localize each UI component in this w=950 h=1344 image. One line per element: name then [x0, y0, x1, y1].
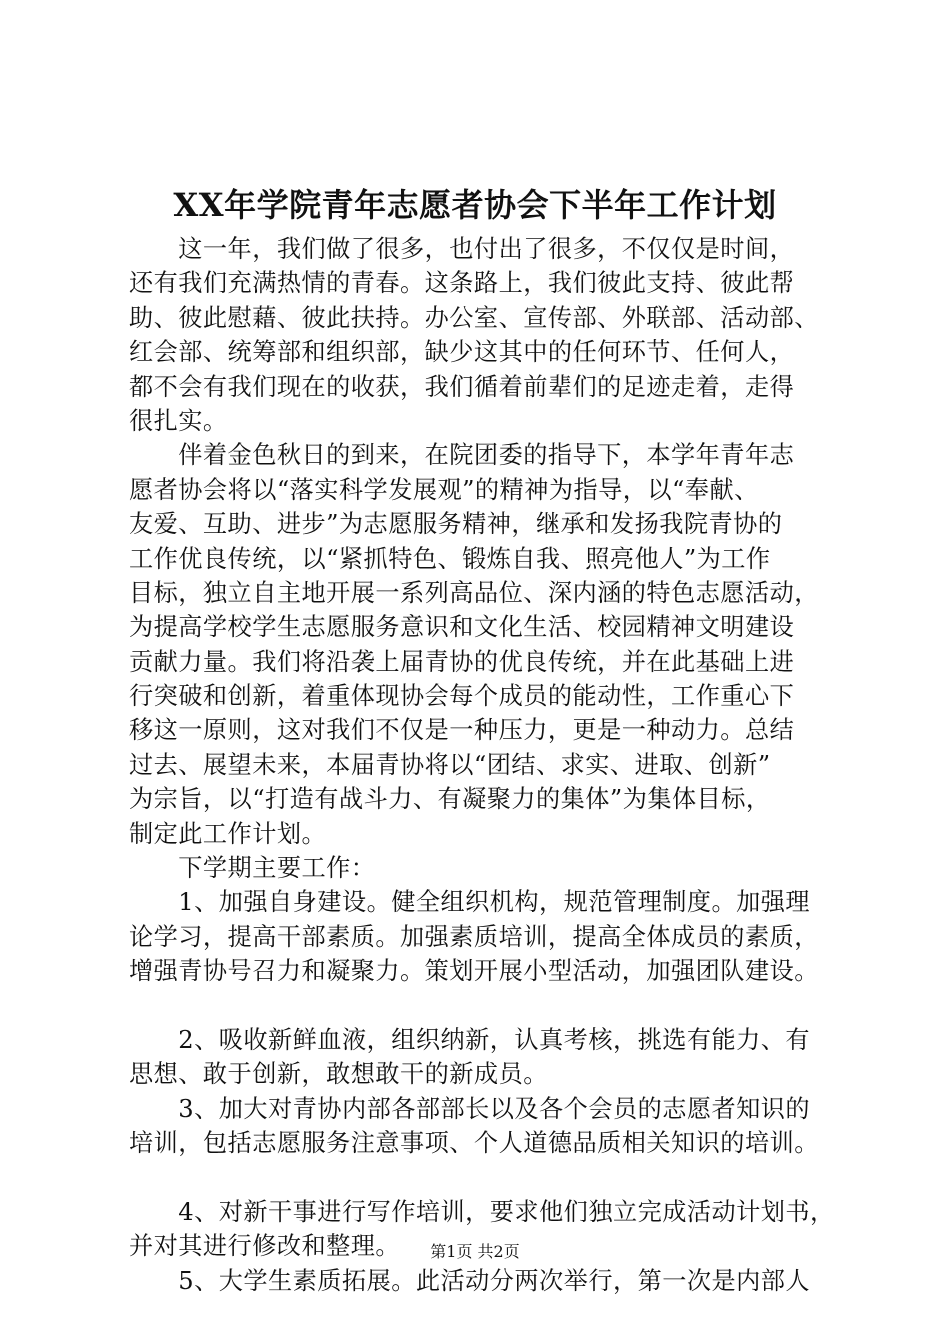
body-text-line: 助、彼此慰藉、彼此扶持。办公室、宣传部、外联部、活动部、 [129, 303, 819, 332]
body-text-line: 4、对新干事进行写作培训，要求他们独立完成活动计划书， [129, 1197, 835, 1226]
blank-line [129, 1161, 849, 1195]
body-text-line: 都不会有我们现在的收获，我们循着前辈们的足迹走着，走得 [129, 372, 795, 401]
body-text-line: 制定此工作计划。 [129, 819, 327, 848]
body-text-line: 还有我们充满热情的青春。这条路上，我们彼此支持、彼此帮 [129, 269, 795, 298]
body-text-line: 1、加强自身建设。健全组织机构，规范管理制度。加强理 [129, 888, 811, 917]
body-text-line: 3、加大对青协内部各部部长以及各个会员的志愿者知识的 [129, 1094, 811, 1123]
body-text-line: 为宗旨，以“打造有战斗力、有凝聚力的集体”为集体目标， [129, 785, 771, 814]
body-text-line: 行突破和创新，着重体现协会每个成员的能动性，工作重心下 [129, 682, 795, 711]
body-text-line: 红会部、统筹部和组织部，缺少这其中的任何环节、任何人， [129, 338, 795, 367]
body-text-line: 为提高学校学生志愿服务意识和文化生活、校园精神文明建设 [129, 613, 795, 642]
body-text-line: 伴着金色秋日的到来，在院团委的指导下，本学年青年志 [129, 441, 795, 470]
body-text-line: 5、大学生素质拓展。此活动分两次举行，第一次是内部人 [129, 1266, 811, 1295]
body-text-line: 过去、展望未来，本届青协将以“团结、求实、进取、创新” [129, 750, 771, 779]
body-text-line: 目标，独立自主地开展一系列高品位、深内涵的特色志愿活动， [129, 578, 819, 607]
body-text-line: 下学期主要工作： [129, 854, 376, 883]
body-text-line: 移这一原则，这对我们不仅是一种压力，更是一种动力。总结 [129, 716, 795, 745]
body-text-line: 培训，包括志愿服务注意事项、个人道德品质相关知识的培训。 [129, 1129, 819, 1158]
body-text-line: 思想、敢于创新，敢想敢干的新成员。 [129, 1060, 548, 1089]
body-text-line: 工作优良传统，以“紧抓特色、锻炼自我、照亮他人”为工作 [129, 544, 771, 573]
body-text-line: 并对其进行修改和整理。 [129, 1232, 401, 1261]
body-text-line: 增强青协号召力和凝聚力。策划开展小型活动，加强团队建设。 [129, 957, 819, 986]
body-text-line: 这一年，我们做了很多，也付出了很多，不仅仅是时间， [129, 235, 795, 263]
body-text-line: 愿者协会将以“落实科学发展观”的精神为指导，以“奉献、 [129, 475, 759, 504]
page-footer: 第1页 共2页 [430, 1242, 520, 1261]
body-text-line: 友爱、互助、进步”为志愿服务精神，继承和发扬我院青协的 [129, 510, 783, 539]
body-text-line: 很扎实。 [129, 406, 228, 435]
body-text-line: 论学习，提高干部素质。加强素质培训，提高全体成员的素质， [129, 922, 819, 951]
document-title: XX年学院青年志愿者协会下半年工作计划 [173, 186, 777, 224]
blank-line [129, 989, 849, 1023]
body-text-line: 2、吸收新鲜血液，组织纳新，认真考核，挑选有能力、有 [129, 1025, 811, 1054]
document-body [129, 232, 849, 1298]
body-text-line: 贡献力量。我们将沿袭上届青协的优良传统，并在此基础上进 [129, 647, 795, 676]
